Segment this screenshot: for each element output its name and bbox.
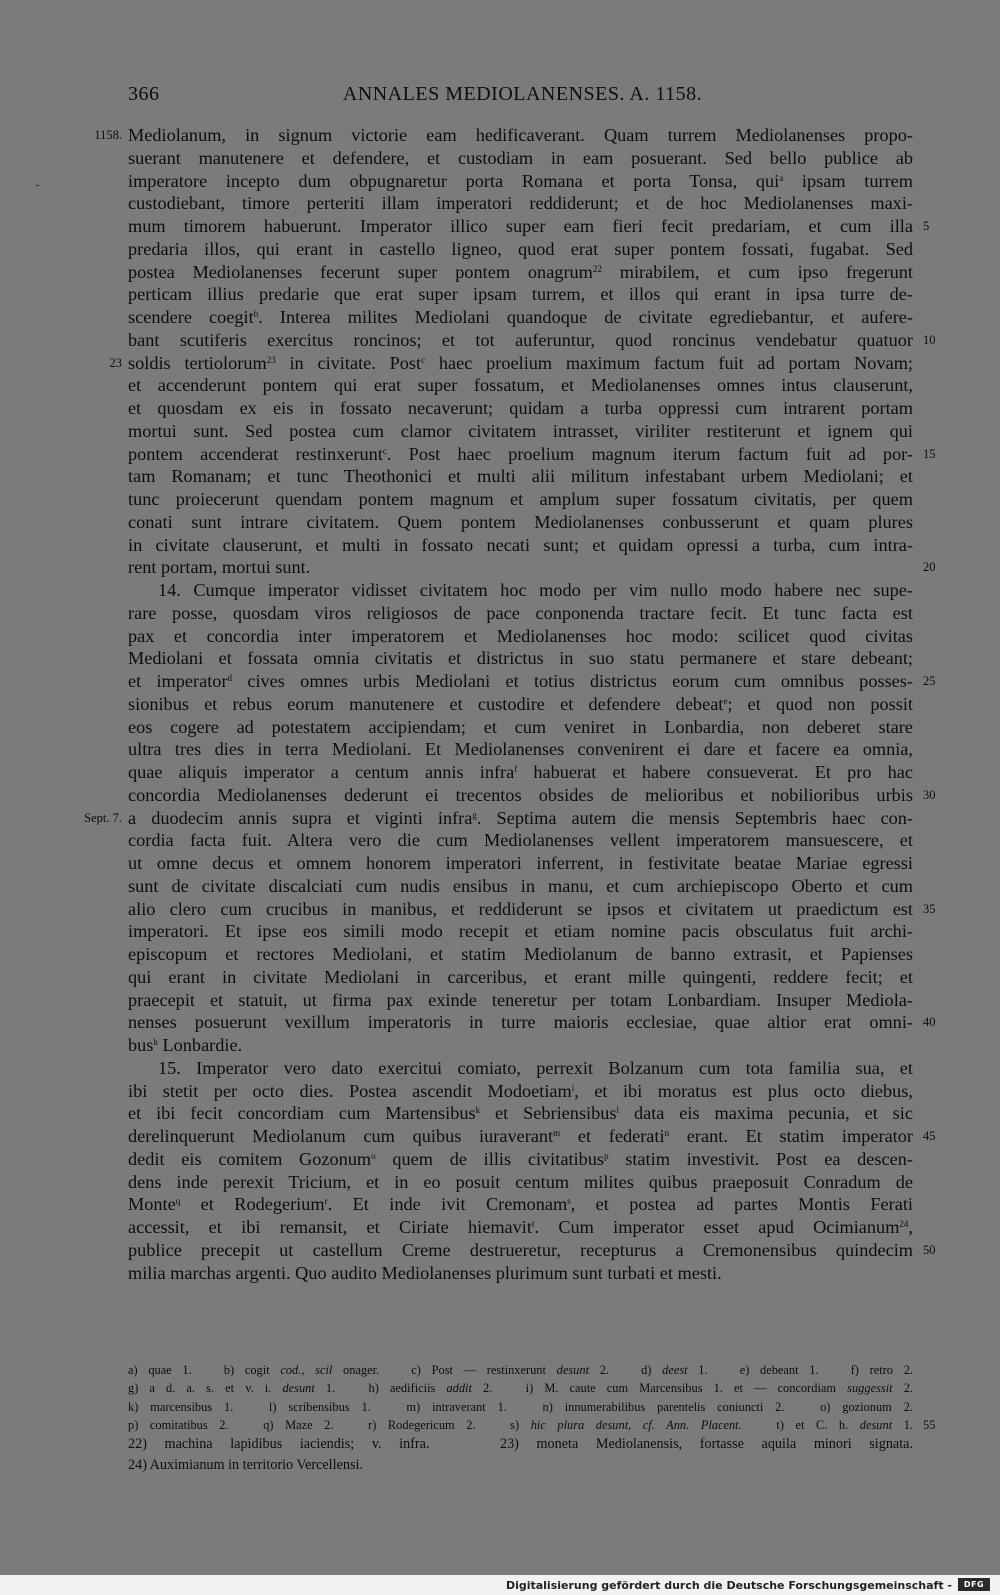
line-number: 55 — [923, 1417, 936, 1432]
text-line-text: dens inde perexit Tricium, et in eo posuit centum milites quibus praeposuit Conradum de — [128, 1171, 913, 1192]
text-line-text: predaria illos, qui erant in castello ligneo, quod erat super pontem fossati, fugabat. Sed — [128, 238, 913, 259]
footer-credit: Digitalisierung gefördert durch die Deutsche Forschungsgemeinschaft - — [505, 1579, 952, 1592]
text-line — [128, 329, 936, 352]
text-line-text: et accenderunt pontem qui erat super fossatum, et Mediolanenses omnes intus clauserunt, — [128, 375, 913, 396]
text-line — [128, 1262, 913, 1285]
line-number: 40 — [923, 1015, 936, 1030]
line-number: 35 — [923, 901, 936, 916]
text-line — [128, 1148, 913, 1171]
text-line — [128, 1239, 936, 1262]
text-line-text: pax et concordia inter imperatorem et Mediolanenses hoc modo: scilicet quod civitas — [128, 625, 913, 646]
line-number: 5 — [923, 219, 930, 233]
text-line-text: episcopum et rectores Mediolani, et statim Mediolanum de banno extrasit, et Papienses — [128, 944, 913, 964]
text-line-text: tunc proiecerunt quendam pontem magnum et amplum super fossatum civitatis, per quem — [128, 489, 913, 509]
text-line-text: nenses posuerunt vexillum imperatoris in turre maioris ecclesiae, quae altior erat omni- — [128, 1012, 913, 1033]
text-line-text: mum timorem habuerunt. Imperator illico super eam fieri fecit predariam, et cum illa — [128, 216, 913, 236]
text-line — [128, 534, 913, 557]
text-line-text: conati sunt intrare civitatem. Quem pontem Mediolanenses conbusserunt et quam plures — [128, 511, 913, 532]
line-number: 30 — [923, 787, 936, 802]
text-line — [84, 807, 913, 830]
text-line — [128, 1171, 913, 1194]
footnotes — [128, 1434, 913, 1476]
text-line-text: praecepit et statuit, ut firma pax exinde teneretur per totam Lonbardiam. Insuper Mediola- — [128, 989, 913, 1010]
text-line-text: ibi stetit per octo dies. Postea ascendit Modoetiam$^i$, et ibi moratus est plus octo diebus, — [128, 1080, 913, 1101]
footnote-line — [128, 1434, 913, 1455]
text-line-text: perticam illius predarie que erat super ipsam turrem, et illos qui erant in ipsa turre de- — [128, 284, 913, 305]
text-line — [128, 670, 936, 693]
text-line — [128, 784, 936, 807]
text-line-text: Monte$^q$ et Rodegerium$^r$. Et inde ivit Cremonam$^s$, et postea ad partes Montis Ferati — [128, 1194, 913, 1215]
text-line-text: et ibi fecit concordiam cum Martensibus$^k$ et Sebriensibus$^l$ data eis maxima pecunia, et sic — [128, 1103, 913, 1124]
variant-note-line — [128, 1379, 913, 1397]
footnote-line-text: 22) machina lapidibus iaciendis; v. infra. 23) moneta Mediolanensis, fortasse aquila minori signata. — [128, 1436, 913, 1453]
footnote-line-text: 24) Auximianum in territorio Vercellensi. — [128, 1457, 363, 1474]
text-line-text: mortui sunt. Sed postea cum clamor civitatem intrasset, viriliter restiterunt et ignem qui — [128, 420, 913, 441]
text-line-text: suerant manutenere et defendere, et custodiam in eam posuerant. Sed bello publice ab — [128, 147, 913, 168]
text-line-text: concordia Mediolanenses dederunt ei trecentos obsides de melioribus et nobilioribus urbis — [128, 784, 913, 805]
text-line-text: bus$^h$ Lonbardie. — [128, 1035, 243, 1055]
text-line-text: 15. Imperator vero dato exercitui comiato, perrexit Bolzanum cum tota familia sua, et — [158, 1057, 913, 1078]
text-line-text: qui erant in civitate Mediolani in carceribus, et erant mille quingenti, reddere fecit; et — [128, 966, 913, 987]
text-line — [128, 989, 913, 1012]
main-text — [84, 124, 936, 1284]
stray-mark: - — [36, 180, 40, 191]
text-line-text: postea Mediolanenses fecerunt super pontem onagrum$^{22}$ mirabilem, et cum ipso fregerunt — [128, 261, 913, 282]
text-line — [128, 829, 913, 852]
variant-note-line-text: k) marcensibus 1. l) scribensibus 1. m) intraverant 1. n) innumerabilibus parentelis coniuncti 2. o) gozionum 2. — [128, 1399, 913, 1414]
text-line-text: imperatori. Et ipse eos simili modo recepit et etiam nomine pacis obsculatus fuit archi- — [128, 921, 913, 942]
text-line — [94, 124, 913, 147]
text-line — [128, 488, 913, 511]
text-line — [128, 898, 936, 921]
dfg-logo: DFG — [958, 1578, 990, 1591]
page-header — [125, 83, 920, 113]
variant-note-line — [128, 1398, 913, 1416]
running-title: ANNALES MEDIOLANENSES. A. 1158. — [342, 83, 703, 105]
text-line-text: bant scutiferis exercitus roncinos; et tot auferuntur, quod roncinus vendebatur quatuor — [128, 329, 913, 350]
variant-note-line — [128, 1416, 936, 1434]
text-line — [128, 238, 913, 261]
variant-note-line-text: a) quae 1. b) cogit cod., scil onager. c) Post — restinxerunt desunt 2. d) deest 1. e) debeant 1. f) retro 2. — [128, 1363, 914, 1377]
text-line — [128, 716, 913, 739]
text-line — [128, 511, 913, 534]
text-line — [128, 625, 913, 648]
text-line — [128, 1080, 913, 1103]
text-line — [128, 1011, 936, 1034]
text-line-text: dedit eis comitem Gozonum$^o$ quem de illis civitatibus$^p$ statim investivit. Post ea descen- — [128, 1148, 913, 1169]
text-line-text: Mediolani et fossata omnia civitatis et districtus in suo statu permanere et stare debeant; — [128, 648, 913, 669]
text-line — [128, 1034, 913, 1057]
margin-note-left: Sept. 7. — [84, 810, 122, 825]
text-line-text: Mediolanum, in signum victorie eam hedificaverant. Quam turrem Mediolanenses propo- — [128, 125, 913, 145]
text-line-text: et imperator$^d$ cives omnes urbis Mediolani et totius districtus eorum cum omnibus posses- — [128, 671, 913, 691]
text-line-text: pontem accenderat restinxerunt$^c$. Post haec proelium magnum iterum factum fuit ad por- — [128, 443, 913, 464]
text-line-text: accessit, et ibi remansit, et Ciriate hiemavit$^t$. Cum imperator esset apud Ocimianum$^{24}$, — [128, 1217, 913, 1237]
line-number: 25 — [923, 674, 936, 688]
text-line-text: in civitate clauserunt, et multi in fossato necati sunt; et quidam opressi a turba, cum intra- — [128, 534, 913, 555]
line-number: 15 — [923, 446, 936, 461]
text-line — [128, 283, 913, 306]
text-line-text: rare posse, quosdam viros religiosos de pace conponenda tractare fecit. Et tunc facta est — [128, 602, 913, 623]
text-line — [128, 306, 913, 329]
text-line — [128, 192, 913, 215]
text-line-text: alio clero cum crucibus in manibus, et reddiderunt se ipsos et civitatem ut praedictum est — [128, 898, 913, 919]
text-line — [128, 443, 936, 466]
text-line-text: imperatore incepto dum obpugnaretur porta Romana et porta Tonsa, qui$^a$ ipsam turrem — [128, 170, 913, 191]
text-line — [128, 852, 913, 875]
line-number: 10 — [923, 332, 936, 347]
text-line — [128, 170, 913, 193]
text-line — [128, 397, 913, 420]
text-line-text: sionibus et rebus eorum manutenere et custodire et defendere debeat$^e$; et quod non possit — [128, 693, 913, 714]
text-line — [128, 1057, 913, 1080]
text-line — [128, 1102, 913, 1125]
text-line — [128, 147, 913, 170]
text-line-text: tam Romanam; et tunc Theothonici et multi alii militum infestabant urbem Mediolani; et — [128, 466, 913, 487]
line-number: 50 — [923, 1242, 936, 1257]
footnote-line — [128, 1455, 913, 1476]
text-line-text: cordia facta fuit. Altera vero die cum Mediolanenses vellent imperatorem mansuescere, et — [128, 830, 913, 851]
text-line-text: milia marchas argenti. Quo audito Mediolanenses plurimum sunt turbati et mesti. — [128, 1262, 722, 1283]
text-line — [128, 943, 913, 966]
variant-note-line-text: p) comitatibus 2. q) Maze 2. r) Rodegericum 2. s) hic plura desunt, cf. Ann. Placent. t) et C. h. desunt 1. — [128, 1417, 913, 1432]
text-line-text: custodiebant, timore perteriti illam imperatori reddiderunt; et de hoc Mediolanenses maxi- — [128, 193, 913, 214]
text-line — [128, 374, 913, 397]
text-line — [128, 556, 936, 579]
text-line-text: eos cogere ad potestatem accipiendam; et cum veniret in Lonbardia, non deberet stare — [128, 716, 913, 737]
text-line — [128, 1125, 936, 1148]
text-line-text: ultra tres dies in terra Mediolani. Et Mediolanenses convenirent ei dare et facere ea omnia, — [128, 739, 913, 760]
text-line-text: soldis tertiolorum$^{23}$ in civitate. Post$^c$ haec proelium maximum factum fuit ad portam Novam; — [128, 352, 913, 373]
text-line — [128, 875, 913, 898]
text-line-text: scendere coegit$^b$. Interea milites Mediolani quandoque de civitate egrediebantur, et aufere- — [128, 307, 913, 327]
text-line — [128, 920, 913, 943]
margin-note-left: 23 — [109, 355, 122, 370]
line-number: 45 — [923, 1129, 936, 1143]
text-line — [128, 1193, 913, 1216]
text-line — [128, 420, 913, 443]
text-line-text: publice precepit ut castellum Creme destrueretur, recepturus a Cremonensibus quindecim — [128, 1239, 913, 1260]
text-line — [128, 1216, 913, 1239]
text-line-text: derelinquerunt Mediolanum cum quibus iuraverant$^m$ et federati$^n$ erant. Et statim imperator — [128, 1126, 913, 1146]
page-number: 366 — [128, 83, 160, 105]
text-line-text: a duodecim annis supra et viginti infra$^g$. Septima autem die mensis Septembris haec con- — [128, 807, 913, 828]
text-line — [128, 693, 913, 716]
text-line — [128, 602, 913, 625]
text-line-text: quae aliquis imperator a centum annis infra$^f$ habuerat et habere consueverat. Et pro hac — [128, 762, 913, 782]
variant-notes — [128, 1361, 936, 1434]
text-line — [128, 761, 913, 784]
text-line — [128, 579, 913, 602]
apparatus — [128, 1361, 936, 1476]
text-line — [128, 966, 913, 989]
text-line — [128, 647, 913, 670]
line-number: 20 — [923, 560, 936, 575]
text-line — [128, 215, 930, 238]
text-line-text: 14. Cumque imperator vidisset civitatem hoc modo per vim nullo modo habere nec supe- — [158, 580, 913, 600]
text-line — [109, 352, 913, 375]
text-line-text: ut omne decus et omnem honorem imperatori inferrent, in festivitate beatae Mariae egressi — [128, 853, 913, 873]
footer-bar — [0, 1575, 1000, 1595]
text-line-text: et quosdam ex eis in fossato necaverunt; quidam a turba oppressi cum intrarent portam — [128, 398, 913, 418]
text-line-text: sunt de civitate discalciati cum nudis ensibus in manu, et cum archiepiscopo Oberto et cum — [128, 875, 913, 896]
text-line — [128, 738, 913, 761]
margin-note-left: 1158. — [94, 128, 122, 142]
text-line-text: rent portam, mortui sunt. — [128, 557, 311, 578]
variant-note-line-text: g) a d. a. s. et v. i. desunt 1. h) aedificiis addit 2. i) M. caute cum Marcensibus 1. et — concordiam suggessit 2. — [128, 1381, 913, 1396]
text-line — [128, 261, 913, 284]
variant-note-line — [128, 1361, 913, 1379]
text-line — [128, 465, 913, 488]
